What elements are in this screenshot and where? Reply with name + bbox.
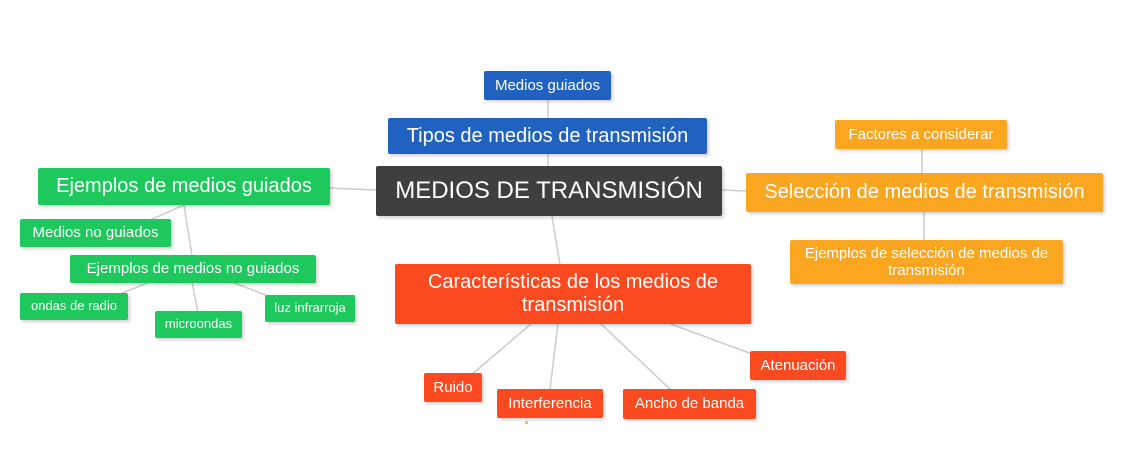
node-factores-label: Factores a considerar	[848, 125, 994, 143]
node-ancho-banda[interactable]	[623, 389, 756, 419]
link-eng-microondas	[192, 282, 198, 312]
node-luz-infrarroja[interactable]	[265, 295, 355, 322]
node-ruido-label: Ruido	[433, 378, 473, 396]
node-seleccion-label: Selección de medios de transmisión	[764, 181, 1085, 203]
node-ejemplos-no-guiados-label: Ejemplos de medios no guiados	[86, 260, 300, 278]
link-root-ejemplos	[330, 188, 376, 190]
node-microondas[interactable]	[155, 311, 242, 338]
node-ruido[interactable]	[424, 373, 482, 402]
link-car-interferencia	[550, 323, 558, 390]
link-car-atenuacion	[668, 323, 752, 354]
node-seleccion[interactable]	[746, 173, 1103, 212]
link-root-caracteristicas	[552, 216, 560, 265]
link-car-ancho	[600, 323, 672, 391]
stray-dot	[525, 421, 528, 424]
node-atenuacion[interactable]	[750, 351, 846, 380]
node-factores[interactable]	[835, 120, 1007, 149]
node-interferencia[interactable]	[497, 389, 603, 418]
node-ejemplos-seleccion[interactable]	[790, 240, 1063, 284]
node-atenuacion-label: Atenuación	[760, 356, 836, 374]
node-ejemplos-guiados-label: Ejemplos de medios guiados	[56, 175, 312, 197]
root-label: MEDIOS DE TRANSMISIÓN	[395, 177, 703, 205]
node-caracteristicas[interactable]	[395, 264, 751, 324]
node-medios-no-guiados[interactable]	[20, 219, 171, 247]
node-ejemplos-no-guiados[interactable]	[70, 255, 316, 283]
link-eng-infrarroja	[232, 282, 268, 296]
node-medios-guiados[interactable]	[484, 71, 611, 100]
node-medios-guiados-label: Medios guiados	[494, 76, 601, 94]
node-ejemplos-seleccion-label: Ejemplos de selección de medios de transmisión	[804, 244, 1049, 279]
node-ejemplos-guiados[interactable]	[38, 168, 330, 205]
link-root-seleccion	[722, 190, 746, 191]
node-microondas-label: microondas	[164, 316, 233, 332]
link-ejemplos-noguiados	[150, 205, 184, 220]
node-interferencia-label: Interferencia	[508, 394, 592, 412]
node-ancho-banda-label: Ancho de banda	[634, 395, 745, 413]
node-ondas-radio[interactable]	[20, 293, 128, 320]
node-luz-infrarroja-label: luz infrarroja	[274, 300, 346, 316]
node-medios-no-guiados-label: Medios no guiados	[32, 224, 159, 242]
node-tipos-label: Tipos de medios de transmisión	[406, 124, 689, 147]
node-caracteristicas-label: Características de los medios de transmisión	[427, 271, 719, 316]
root-node[interactable]	[376, 166, 722, 216]
link-car-ruido	[470, 323, 532, 376]
node-ondas-radio-label: ondas de radio	[30, 298, 117, 314]
node-tipos[interactable]	[388, 118, 707, 154]
link-ejemplos-ejemplosnoguiados	[184, 205, 192, 256]
